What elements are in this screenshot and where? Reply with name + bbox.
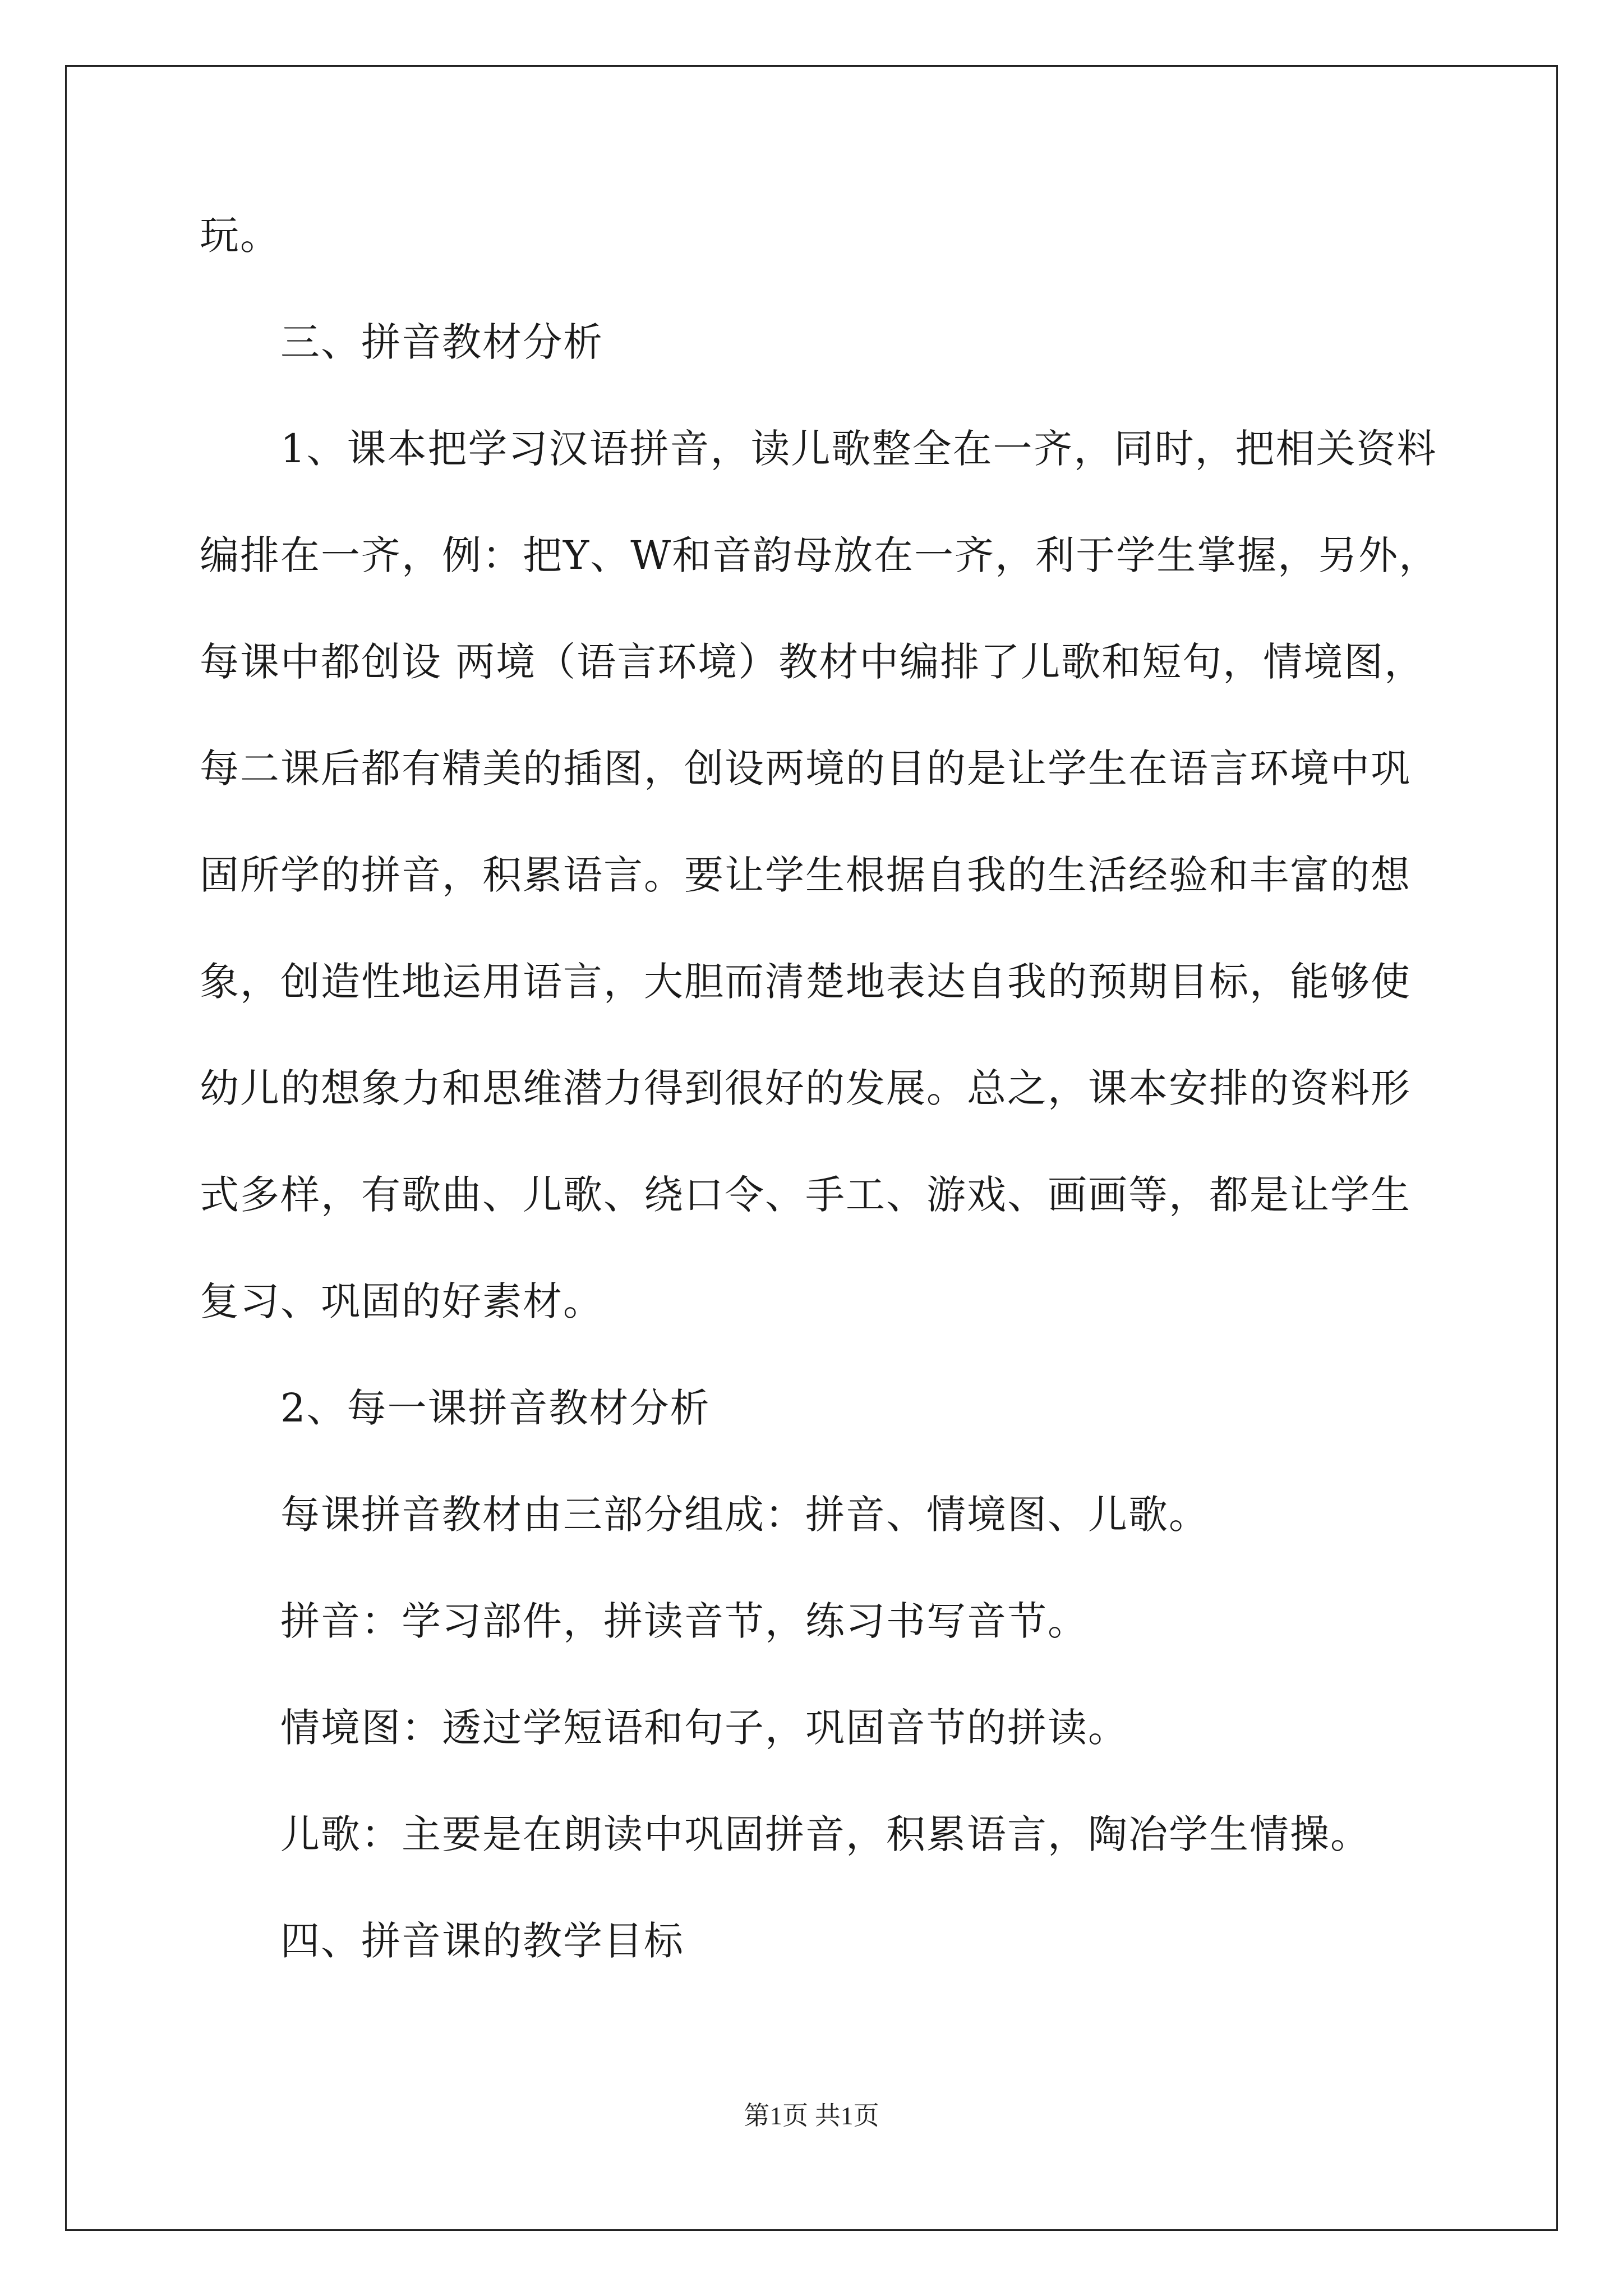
subsection-heading: 2、每一课拼音教材分析 (280, 1385, 711, 1431)
section-heading: 四、拼音课的教学目标 (280, 1918, 684, 1964)
text-line: 拼音：学习部件，拼读音节，练习书写音节。 (280, 1598, 1088, 1644)
text-line: 每课中都创设 两境（语言环境）教材中编排了儿歌和短句，情境图， (200, 639, 1425, 685)
section-heading: 三、拼音教材分析 (280, 319, 603, 365)
page-number-footer: 第1页 共1页 (744, 2101, 879, 2130)
text-line: 复习、巩固的好素材。 (200, 1278, 603, 1324)
text-line: 编排在一齐，例：把Y、W和音韵母放在一齐，利于学生掌握，另外， (200, 532, 1440, 578)
text-line: 每二课后都有精美的插图，创设两境的目的是让学生在语言环境中巩 (200, 746, 1411, 792)
page-border (65, 65, 1558, 2231)
text-line: 1、课本把学习汉语拼音，读儿歌整全在一齐，同时，把相关资料 (280, 426, 1437, 472)
text-line: 每课拼音教材由三部分组成：拼音、情境图、儿歌。 (280, 1492, 1209, 1538)
text-line: 情境图：透过学短语和句子，巩固音节的拼读。 (280, 1705, 1128, 1751)
text-line: 固所学的拼音，积累语言。要让学生根据自我的生活经验和丰富的想 (200, 852, 1411, 898)
text-line: 儿歌：主要是在朗读中巩固拼音，积累语言，陶冶学生情操。 (280, 1811, 1371, 1857)
text-line: 象，创造性地运用语言，大胆而清楚地表达自我的预期目标，能够使 (200, 959, 1411, 1005)
text-line: 式多样，有歌曲、儿歌、绕口令、手工、游戏、画画等，都是让学生 (200, 1172, 1411, 1218)
text-line: 幼儿的想象力和思维潜力得到很好的发展。总之，课本安排的资料形 (200, 1065, 1411, 1111)
text-line: 玩。 (200, 213, 280, 259)
